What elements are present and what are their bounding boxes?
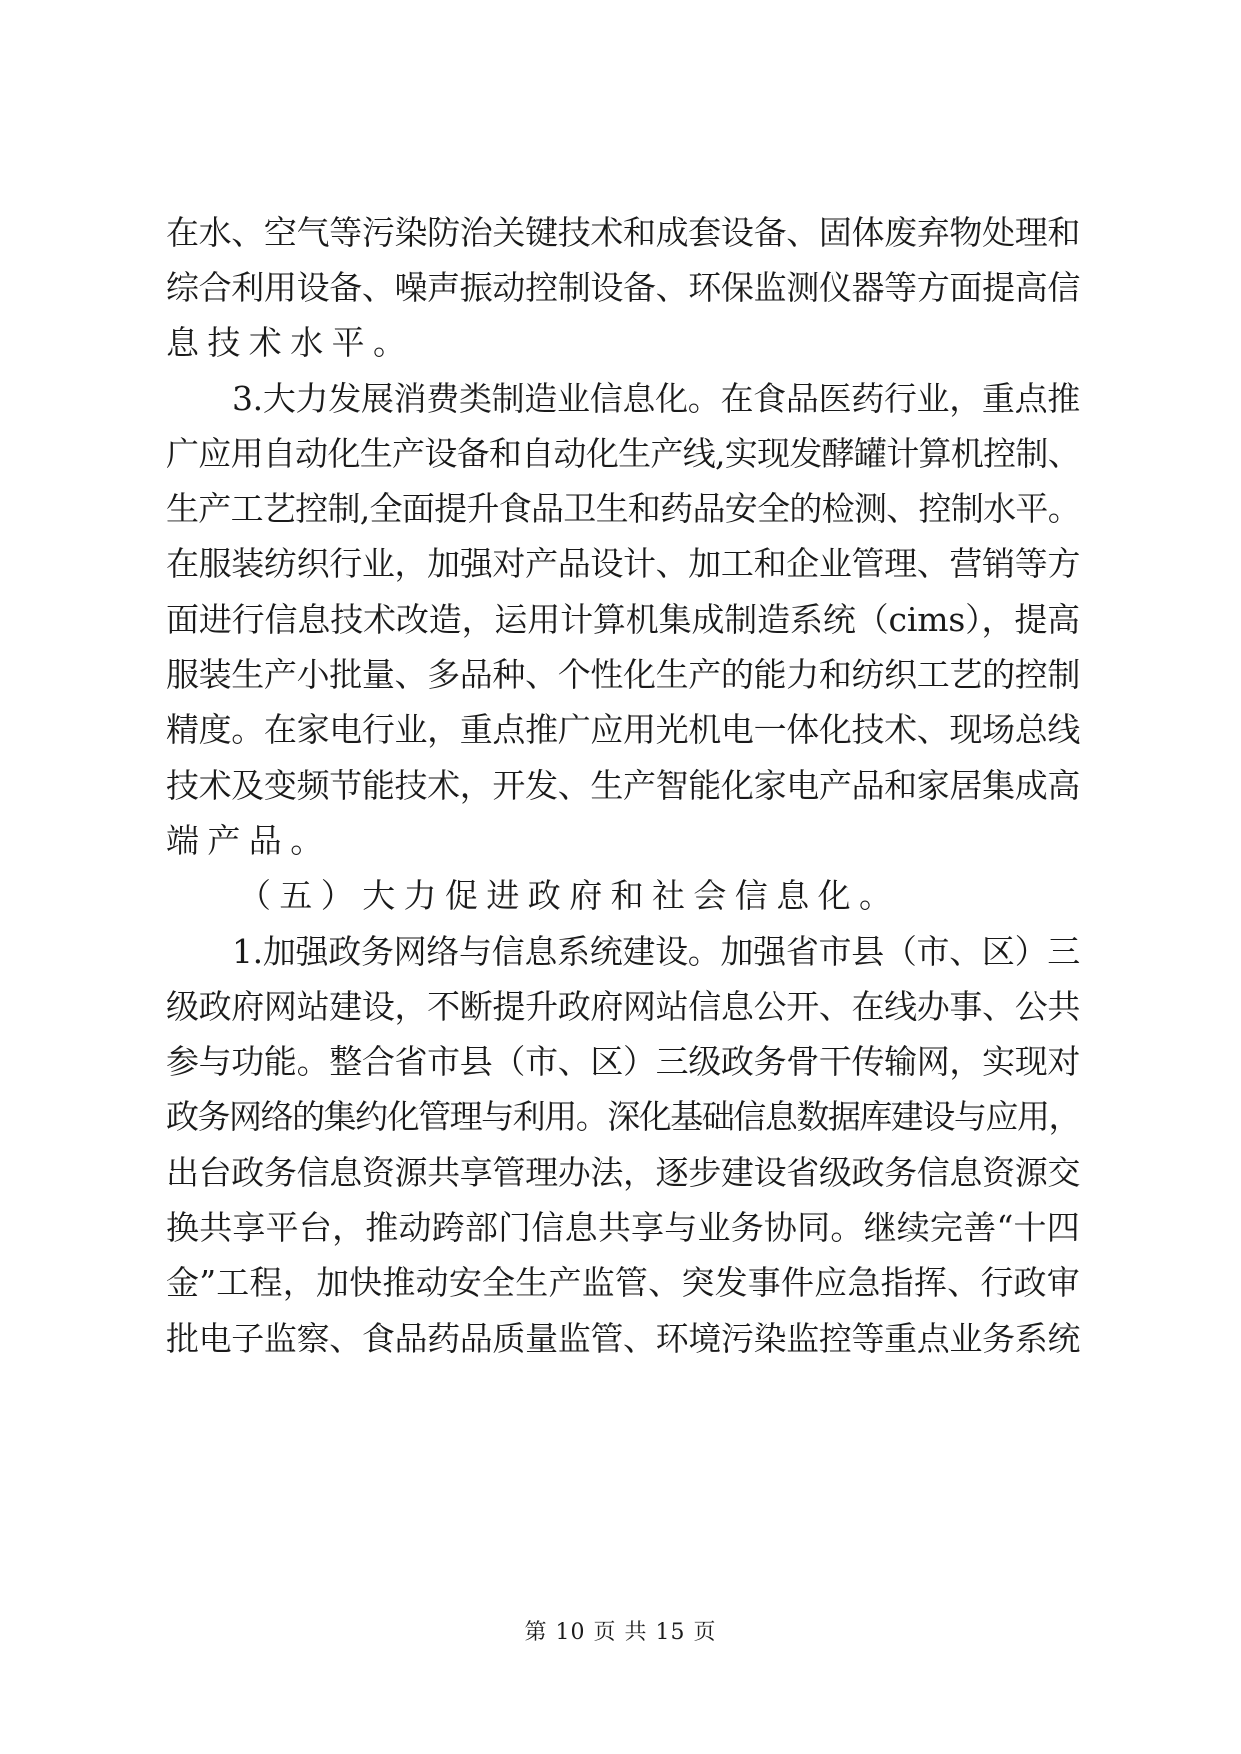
body-text-line: 在水、空气等污染防治关键技术和成套设备、固体废弃物处理和: [166, 213, 1080, 252]
body-text-line: 服装生产小批量、多品种、个性化生产的能力和纺织工艺的控制: [166, 655, 1080, 694]
body-text-line: 级政府网站建设，不断提升政府网站信息公开、在线办事、公共: [166, 987, 1080, 1026]
body-text-line: 政务网络的集约化管理与利用。深化基础信息数据库建设与应用，: [166, 1097, 1080, 1136]
body-text-line: 批电子监察、食品药品质量监管、环境污染监控等重点业务系统: [166, 1319, 1080, 1358]
page-footer: 第 10 页 共 15 页: [524, 1620, 717, 1645]
body-text-line: 参与功能。整合省市县（市、区）三级政务骨干传输网，实现对: [166, 1042, 1080, 1081]
body-text-line: 在服装纺织行业，加强对产品设计、加工和企业管理、营销等方: [166, 544, 1080, 583]
body-text-line: 金”工程，加快推动安全生产监管、突发事件应急指挥、行政审: [166, 1263, 1080, 1302]
body-text-line: 技术及变频节能技术，开发、生产智能化家电产品和家居集成高: [166, 766, 1080, 805]
body-text-line: 端产品。: [166, 821, 332, 860]
body-text-line: 广应用自动化生产设备和自动化生产线,实现发酵罐计算机控制、: [166, 434, 1080, 473]
body-text-line: 综合利用设备、噪声振动控制设备、环保监测仪器等方面提高信: [166, 268, 1080, 307]
body-text-line: 换共享平台，推动跨部门信息共享与业务协同。继续完善“十四: [166, 1208, 1080, 1247]
body-text-line: 息技术水平。: [166, 323, 415, 362]
body-text-line: 生产工艺控制,全面提升食品卫生和药品安全的检测、控制水平。: [166, 489, 1080, 528]
section-heading: （五）大力促进政府和社会信息化。: [238, 876, 901, 915]
body-text-line: 出台政务信息资源共享管理办法，逐步建设省级政务信息资源交: [166, 1153, 1080, 1192]
body-text-line: 精度。在家电行业，重点推广应用光机电一体化技术、现场总线: [166, 710, 1080, 749]
paragraph-3-first-line: 3.大力发展消费类制造业信息化。在食品医药行业，重点推: [232, 379, 1080, 418]
body-text-line: 面进行信息技术改造，运用计算机集成制造系统（cims），提高: [166, 600, 1080, 639]
paragraph-1-first-line: 1.加强政务网络与信息系统建设。加强省市县（市、区）三: [232, 932, 1080, 971]
